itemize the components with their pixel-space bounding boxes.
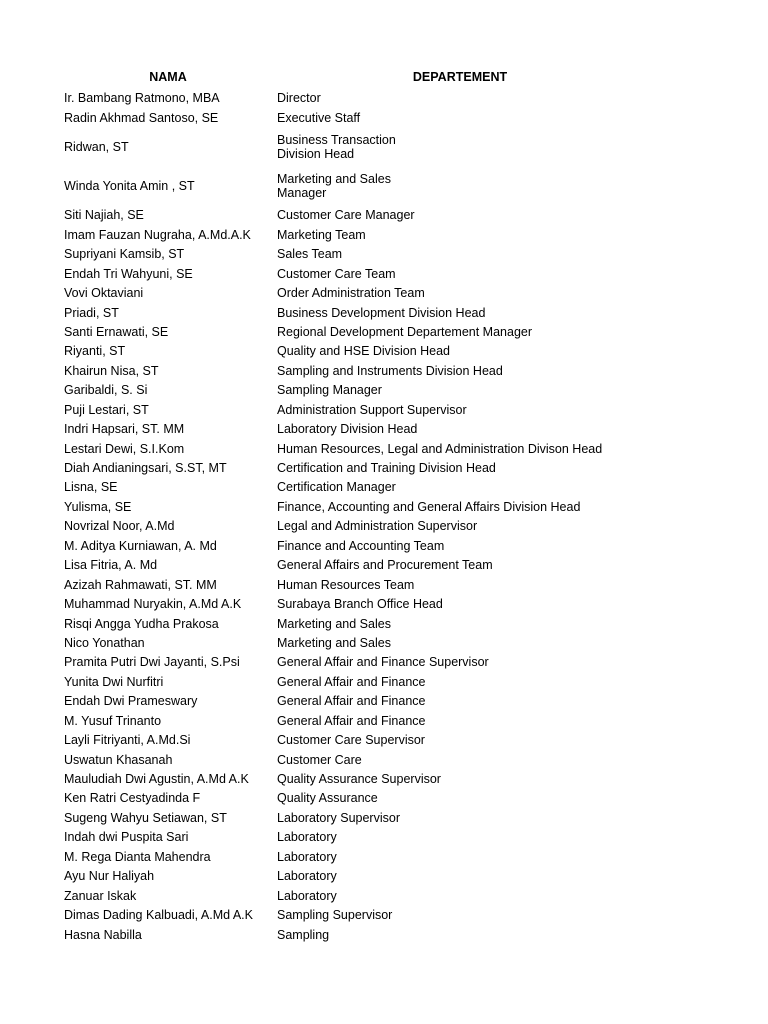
table-row [0,692,768,711]
cell-departement: Certification Manager [277,480,396,495]
cell-departement: Finance, Accounting and General Affairs Division Head [277,499,581,514]
table-row [0,808,768,827]
cell-departement: General Affair and Finance [277,674,426,689]
cell-departement: Laboratory [277,869,337,884]
cell-departement: General Affair and Finance [277,713,426,728]
cell-nama: Siti Najiah, SE [64,208,144,223]
table-row [0,634,768,653]
table-row [0,828,768,847]
cell-departement: Quality Assurance [277,791,378,806]
cell-nama: Khairun Nisa, ST [64,363,159,378]
cell-nama: Hasna Nabilla [64,927,142,942]
cell-nama: Garibaldi, S. Si [64,383,148,398]
table-row [0,245,768,264]
table-row [0,206,768,225]
cell-nama: Imam Fauzan Nugraha, A.Md.A.K [64,227,251,242]
table-row [0,400,768,419]
cell-nama: Zanuar Iskak [64,888,137,903]
cell-departement: Customer Care Manager [277,208,415,223]
table-row [0,342,768,361]
table-row [0,886,768,905]
cell-nama: Yulisma, SE [64,499,132,514]
cell-nama: Winda Yonita Amin , ST [64,179,195,194]
table-row [0,361,768,380]
table-row [0,167,768,206]
cell-departement: Laboratory [277,888,337,903]
cell-departement: Executive Staff [277,110,361,125]
cell-departement: Customer Care Supervisor [277,733,425,748]
table-row [0,478,768,497]
cell-nama: Layli Fitriyanti, A.Md.Si [64,733,191,748]
table-row [0,770,768,789]
table-row [0,517,768,536]
cell-nama: Uswatun Khasanah [64,752,173,767]
cell-nama: Endah Dwi Prameswary [64,694,198,709]
cell-departement: General Affair and Finance Supervisor [277,655,489,670]
cell-nama: Radin Akhmad Santoso, SE [64,110,219,125]
cell-nama: Lisna, SE [64,480,118,495]
table-row [0,303,768,322]
table-row [0,614,768,633]
cell-nama: Ken Ratri Cestyadinda F [64,791,201,806]
cell-departement: Laboratory Supervisor [277,810,400,825]
cell-departement: Sales Team [277,247,343,262]
cell-nama: Mauludiah Dwi Agustin, A.Md A.K [64,772,249,787]
table-row [0,789,768,808]
table-row [0,381,768,400]
cell-nama: Yunita Dwi Nurfitri [64,674,164,689]
table-row [0,128,768,167]
table-row [0,672,768,691]
cell-nama: Supriyani Kamsib, ST [64,247,185,262]
table-row [0,867,768,886]
cell-departement: Laboratory [277,849,337,864]
table-row [0,595,768,614]
table-row [0,575,768,594]
cell-nama: Nico Yonathan [64,635,145,650]
cell-departement: Sampling and Instruments Division Head [277,363,503,378]
cell-departement: Director [277,91,321,106]
cell-nama: Dimas Dading Kalbuadi, A.Md A.K [64,908,253,923]
cell-departement: General Affair and Finance [277,694,426,709]
cell-nama: M. Yusuf Trinanto [64,713,162,728]
cell-nama: M. Aditya Kurniawan, A. Md [64,538,217,553]
cell-departement: Quality and HSE Division Head [277,344,450,359]
cell-departement: Customer Care Team [277,266,396,281]
cell-nama: Ir. Bambang Ratmono, MBA [64,91,220,106]
cell-departement: Business Development Division Head [277,305,486,320]
table-body [0,89,768,945]
cell-departement: General Affairs and Procurement Team [277,558,493,573]
table-row [0,459,768,478]
table-row [0,89,768,108]
header-departement: DEPARTEMENT [412,70,508,84]
table-row [0,225,768,244]
cell-nama: Lestari Dewi, S.I.Kom [64,441,185,456]
cell-nama: Sugeng Wahyu Setiawan, ST [64,810,227,825]
table-row [0,284,768,303]
cell-nama: Risqi Angga Yudha Prakosa [64,616,219,631]
cell-departement: Regional Development Departement Manager [277,324,533,339]
table-row [0,731,768,750]
cell-departement: Sampling Manager [277,383,382,398]
table-row [0,750,768,769]
cell-departement: Marketing Team [277,227,366,242]
cell-departement: Marketing and Sales Manager [277,171,391,201]
cell-nama: Indri Hapsari, ST. MM [64,422,185,437]
cell-nama: Priadi, ST [64,305,119,320]
cell-departement: Certification and Training Division Head [277,461,496,476]
table-row [0,556,768,575]
table-row [0,906,768,925]
cell-departement: Human Resources, Legal and Administration Divison Head [277,441,603,456]
cell-nama: Muhammad Nuryakin, A.Md A.K [64,597,242,612]
cell-departement: Business Transaction Division Head [277,132,396,162]
cell-nama: Endah Tri Wahyuni, SE [64,266,193,281]
cell-nama: Vovi Oktaviani [64,286,144,301]
cell-departement: Human Resources Team [277,577,415,592]
table-row [0,847,768,866]
cell-nama: Diah Andianingsari, S.ST, MT [64,461,227,476]
cell-departement: Sampling Supervisor [277,908,393,923]
cell-departement: Legal and Administration Supervisor [277,519,478,534]
table-row [0,925,768,944]
cell-departement: Finance and Accounting Team [277,538,445,553]
cell-nama: Novrizal Noor, A.Md [64,519,175,534]
table-row [0,536,768,555]
cell-departement: Administration Support Supervisor [277,402,467,417]
cell-departement: Surabaya Branch Office Head [277,597,443,612]
table-row [0,420,768,439]
cell-departement: Marketing and Sales [277,616,391,631]
cell-nama: Santi Ernawati, SE [64,324,169,339]
cell-nama: Lisa Fitria, A. Md [64,558,158,573]
table-row [0,264,768,283]
cell-nama: Ayu Nur Haliyah [64,869,155,884]
cell-nama: Indah dwi Puspita Sari [64,830,189,845]
cell-nama: Pramita Putri Dwi Jayanti, S.Psi [64,655,240,670]
table-row [0,439,768,458]
cell-nama: Puji Lestari, ST [64,402,149,417]
cell-departement: Order Administration Team [277,286,425,301]
cell-departement: Laboratory Division Head [277,422,418,437]
cell-nama: M. Rega Dianta Mahendra [64,849,211,864]
table-row [0,497,768,516]
header-nama: NAMA [149,70,187,84]
cell-departement: Customer Care [277,752,362,767]
cell-departement: Quality Assurance Supervisor [277,772,441,787]
cell-nama: Riyanti, ST [64,344,126,359]
cell-departement: Laboratory [277,830,337,845]
table-header [0,70,768,88]
cell-departement: Marketing and Sales [277,635,391,650]
table-row [0,323,768,342]
cell-nama: Azizah Rahmawati, ST. MM [64,577,217,592]
table-row [0,711,768,730]
cell-nama: Ridwan, ST [64,140,129,155]
cell-departement: Sampling [277,927,330,942]
table-row [0,653,768,672]
table-row [0,108,768,127]
